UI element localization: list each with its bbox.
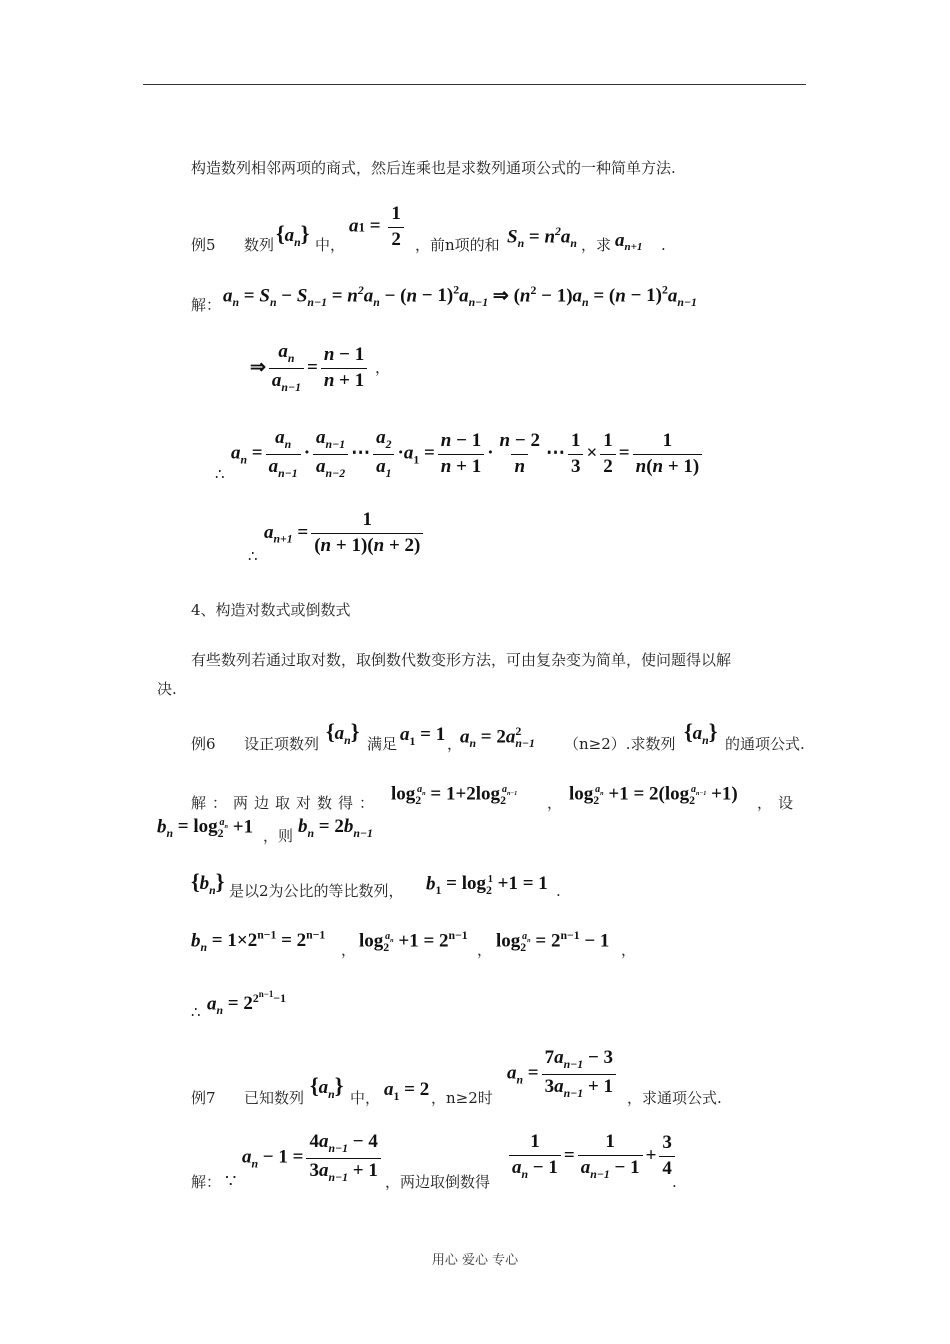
math-reciprocal: $\frac{1}{a_n - 1}$ = $\frac{1}{a_{n-1} - 1}$ + $\frac{3}{4}$ (506, 1132, 678, 1182)
example-5-text-4: ，求 (581, 236, 612, 254)
math-a-n-plus-1: $a_{n+1}$ (615, 230, 643, 253)
example-7-text-1: 已知数列 (244, 1089, 305, 1107)
because-symbol: ∵ (225, 1171, 237, 1192)
math-bn-recurrence: $b_n = 2b_{n-1}$ (298, 816, 373, 840)
example-6-text-1: 设正项数列 (244, 735, 320, 753)
math-bn-result: $b_n = 1\times 2^{n-1} = 2^{n-1}$ (191, 929, 326, 955)
solution-7-label: 解： (191, 1173, 222, 1191)
math-result-6: $a_n = 2^{2^{n-1}-1}$ (207, 989, 286, 1018)
math-recurrence-7: $a_n$ = $\frac{7a_{n-1} - 3}{3a_{n-1} + 1}$ (507, 1048, 619, 1101)
math-recurrence-1: $a_n = S_n - S_{n-1} = n^2a_n - (n - 1)^2a_{n-1}$ ⇒ $(n^2 - 1)a_n = (n - 1)^2a_{n-1}$ (223, 284, 697, 310)
example-6-text-3: ， (447, 735, 463, 753)
example-5-text-1: 数列 (244, 236, 275, 254)
solution-7-end: . (672, 1173, 677, 1191)
math-log-4: $\log_2^{a_n} = 2^{n-1} - 1$ (496, 929, 610, 955)
therefore-symbol-3: ∴ (191, 1003, 201, 1021)
math-bn-def: $b_n = \log_2^{a_n} +1$ (157, 816, 254, 841)
math-product: $a_n$ = $\frac{a_n}{a_{n-1}}$ · $\frac{a_{n-1}}{a_{n-2}}$ ⋯ $\frac{a_2}{a_1}$ $\cdot a_1$ = $\frac{n - 1}{n + 1}$ · $\frac{n - 2}{n}$ ⋯ $\frac{1}{3}$ × $\frac{1}{2}$ = $\frac{1}{n(n + 1)}$ (231, 428, 705, 481)
solution-6-end: . (556, 882, 561, 900)
math-an-minus-1: $a_n - 1$ = $\frac{4a_{n-1} - 4}{3a_{n-1} + 1}$ (242, 1132, 384, 1185)
math-seq-an-2: $\{a_n\}$ (326, 719, 360, 747)
example-7-label: 例7 (191, 1089, 216, 1107)
math-seq-an-4: $\{a_n\}$ (310, 1073, 344, 1101)
solution-6-geo: 是以2为公比的等比数列， (229, 882, 404, 900)
math-log-2: $\log_2^{a_n} +1 = 2(\log_2^{a_{n-1}} +1)$ (569, 783, 738, 808)
solution-6-then: ，则 (263, 827, 294, 845)
math-result-5: $a_{n+1}$ = $\frac{1}{(n + 1)(n + 2)}$ (264, 510, 426, 557)
paragraph-line-1: 有些数列若通过取对数，取倒数代数变形方法，可由复杂变为简单，使问题得以解 (191, 651, 732, 669)
example-7-text-3: ，n≥2时 (431, 1089, 493, 1107)
math-a1-eq-half: a1 = $\frac{1}{2}$ (349, 204, 407, 251)
math-recurrence-6: $a_n = 2a^2_{n-1}$ (460, 724, 535, 751)
math-b1: $b_1 = \log_2^1 +1 = 1$ (426, 873, 548, 898)
math-log-1: $\log_2^{a_n} = 1+2\log_2^{a_{n-1}}$ (391, 783, 518, 808)
math-log-3: $\log_2^{a_n} +1 = 2^{n-1}$ (359, 929, 468, 955)
math-seq-an: $\{a_n\}$ (276, 221, 310, 249)
example-5-text-3: ，前n项的和 (415, 236, 500, 254)
example-6-text-5: 的通项公式. (725, 735, 805, 753)
solution-5-line-2 (250, 342, 390, 395)
example-7-text-4: ，求通项公式. (627, 1089, 722, 1107)
example-6-text-2: 满足 (367, 735, 398, 753)
math-seq-an-3: $\{a_n\}$ (684, 719, 718, 747)
header-rule (143, 84, 806, 85)
solution-6-set: ，设 (757, 794, 800, 812)
solution-6-comma-3: ， (477, 941, 493, 959)
therefore-symbol-1: ∴ (215, 465, 225, 483)
example-5-label: 例5 (191, 236, 216, 254)
example-5-text-2: 中， (315, 236, 346, 254)
solution-6-comma-2: ， (341, 941, 357, 959)
math-ratio: ⇒ $\frac{a_n}{a_{n-1}}$ = $\frac{n - 1}{n + 1}$ (250, 357, 370, 378)
intro-paragraph: 构造数列相邻两项的商式，然后连乘也是求数列通项公式的一种简单方法. (191, 159, 676, 177)
therefore-symbol-2: ∴ (248, 547, 258, 565)
solution-5-comma: ， (375, 358, 391, 377)
example-6-label: 例6 (191, 735, 216, 753)
solution-7-text-1: ，两边取倒数得 (385, 1173, 491, 1191)
math-a1-eq-2: $a_1 = 2$ (384, 1079, 430, 1103)
example-5-end: . (661, 236, 666, 254)
paragraph-line-2: 决. (157, 680, 177, 698)
page-footer: 用心 爱心 专心 (431, 1253, 519, 1268)
math-sn-formula: $S_n = n^2a_n$ (507, 225, 577, 251)
example-6-text-4: （n≥2）.求数列 (564, 735, 676, 753)
solution-6-label: 解：两边取对数得： (191, 794, 381, 812)
solution-6-comma-4: ， (621, 941, 637, 959)
section-4-heading: 4、构造对数式或倒数式 (191, 601, 351, 619)
solution-5-label: 解： (191, 296, 222, 314)
example-7-text-2: 中， (350, 1089, 381, 1107)
math-a1-eq-1: $a_1 = 1$ (400, 724, 446, 748)
solution-6-comma-1: ， (547, 794, 563, 812)
math-seq-bn: $\{b_n\}$ (191, 869, 225, 897)
